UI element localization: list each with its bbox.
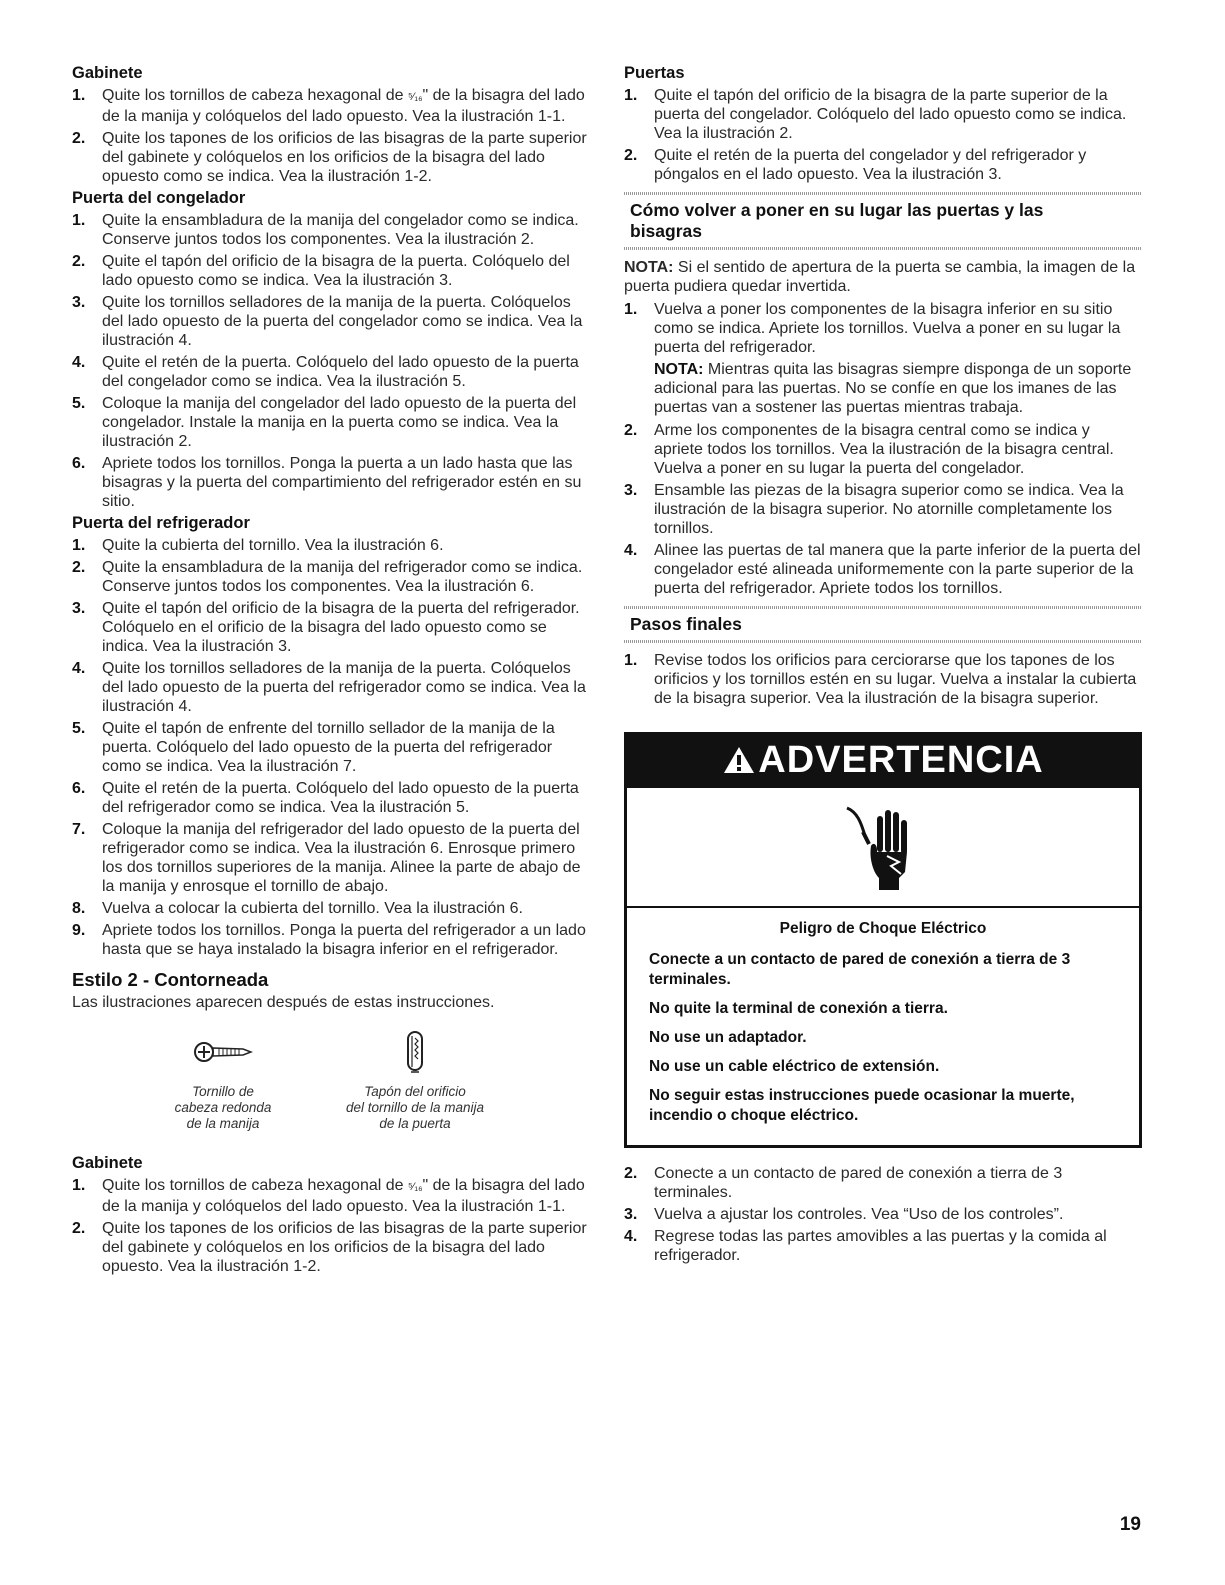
warning-line: No seguir estas instrucciones puede ocasionar la muerte, incendio o choque eléctrico.	[649, 1087, 1075, 1124]
electric-shock-hand-icon	[627, 788, 1139, 908]
heading-puertas: Puertas	[624, 64, 685, 82]
pasos-steps-continued	[624, 1164, 1142, 1265]
heading-puerta-congelador: Puerta del congelador	[72, 189, 246, 207]
list-item: 2. Arme los componentes de la bisagra central como se indica y apriete todos los tornillos. Vea la ilustración de la bisagra central. Vuelva a poner en su lugar la puerta del congelador.	[624, 422, 1114, 477]
heading-gabinete: Gabinete	[72, 64, 143, 82]
list-item: 3. Vuelva a ajustar los controles. Vea “Uso de los controles”.	[624, 1206, 1064, 1223]
warning-body	[627, 908, 1139, 1145]
list-item: 3. Ensamble las piezas de la bisagra superior como se indica. Vea la ilustración de la bisagra superior. No atornille completamente los tornillos.	[624, 482, 1124, 537]
list-item: 1. Revise todos los orificios para cerciorarse que los tapones de los orificios y los tornillos estén en su lugar. Vuelva a instalar la cubierta de la bisagra superior. Vea la ilustración de la bisagra superior.	[624, 652, 1137, 707]
left-column	[72, 64, 588, 1279]
gabinete-steps	[72, 1176, 588, 1276]
list-item: 2. Quite los tapones de los orificios de las bisagras de la parte superior del gabinete y colóquelos en los orificios de la bisagra del lado opuesto. Vea la ilustración 1-2.	[72, 1220, 587, 1275]
warning-line: No quite la terminal de conexión a tierra.	[649, 1000, 948, 1017]
list-item: 2. Quite el tapón del orificio de la bisagra de la puerta. Colóquelo del lado opuesto como se indica. Vea la ilustración 3.	[72, 253, 570, 289]
refrigerador-steps	[72, 536, 588, 959]
volver-steps	[624, 300, 1142, 598]
warning-title: Peligro de Choque Eléctrico	[779, 920, 987, 937]
heading-gabinete: Gabinete	[72, 1154, 143, 1172]
warning-line: Conecte a un contacto de pared de conexión a tierra de 3 terminales.	[649, 951, 1071, 988]
fraction: ⁵⁄₁₆	[407, 91, 423, 103]
list-item: 1. Vuelva a poner los componentes de la bisagra inferior en su sitio como se indica. Apriete los tornillos. Vuelva a poner en su lugar la puerta del refrigerador. NOTA: Mientras quita las bisagras siempre disponga de un soporte adicional para las puertas. No se confíe en que los imanes de las puertas van a sostener las puertas mientras trabaja.	[624, 300, 1142, 417]
list-item: 8. Vuelva a colocar la cubierta del tornillo. Vea la ilustración 6.	[72, 900, 523, 917]
warning-header: ADVERTENCIA	[627, 735, 1139, 788]
section-heading-volver: Cómo volver a poner en su lugar las puertas y las bisagras	[624, 192, 1142, 250]
list-item: 2. Quite la ensambladura de la manija del refrigerador como se indica. Conserve juntos todos los componentes. Vea la ilustración 6.	[72, 559, 583, 595]
congelador-steps	[72, 211, 588, 511]
fraction: ⁵⁄₁₆	[407, 1181, 423, 1193]
warning-line: No use un cable eléctrico de extensión.	[649, 1058, 940, 1075]
part-round-head-screw: Tornillo de cabeza redonda de la manija	[158, 1026, 288, 1132]
list-item: 7. Coloque la manija del refrigerador del lado opuesto de la puerta del refrigerador como se indica. Vea la ilustración 6. Enrosque primero los dos tornillos superiores de la manija. Alinee la parte de abajo de la manija y enrosque el tornillo de abajo.	[72, 821, 581, 895]
list-item: 2. Quite el retén de la puerta del congelador y del refrigerador y póngalos en el lado opuesto. Vea la ilustración 3.	[624, 147, 1087, 183]
part-screw-plug: Tapón del orificio del tornillo de la manija de la puerta	[320, 1026, 510, 1132]
list-item: 1. Quite los tornillos de cabeza hexagonal de ⁵⁄₁₆" de la bisagra del lado de la manija y colóquelos del lado opuesto. Vea la ilustración 1-1.	[72, 1177, 585, 1215]
parts-figure	[72, 1026, 588, 1146]
list-item: 1. Quite el tapón del orificio de la bisagra de la parte superior de la puerta del congelador. Colóquelo del lado opuesto como se indica. Vea la ilustración 2.	[624, 87, 1127, 142]
list-item: 4. Regrese todas las partes amovibles a las puertas y la comida al refrigerador.	[624, 1228, 1107, 1264]
list-item: 3. Quite el tapón del orificio de la bisagra de la puerta del refrigerador. Colóquelo en el orificio de la bisagra del lado opuesto como se indica. Vea la ilustración 3.	[72, 600, 580, 655]
list-item: 6. Quite el retén de la puerta. Colóquelo del lado opuesto de la puerta del refrigerador como se indica. Vea la ilustración 5.	[72, 780, 579, 816]
step-note: NOTA: Mientras quita las bisagras siempre disponga de un soporte adicional para las puertas. No se confíe en que los imanes de las puertas van a sostener las puertas mientras trabaja.	[654, 361, 1132, 416]
round-head-screw-icon	[158, 1026, 288, 1078]
heading-estilo-2: Estilo 2 - Contorneada	[72, 969, 269, 990]
warning-box	[624, 732, 1142, 1148]
right-column	[624, 64, 1142, 1268]
list-item: 1. Quite la cubierta del tornillo. Vea la ilustración 6.	[72, 537, 444, 554]
page-number: 19	[1119, 1514, 1141, 1535]
screw-plug-icon	[320, 1026, 510, 1078]
puertas-steps	[624, 86, 1142, 184]
list-item: 3. Quite los tornillos selladores de la manija de la puerta. Colóquelos del lado opuesto de la puerta del congelador como se indica. Vea la ilustración 4.	[72, 294, 583, 349]
list-item: 2. Quite los tapones de los orificios de las bisagras de la parte superior del gabinete y colóquelos en los orificios de la bisagra del lado opuesto como se indica. Vea la ilustración 1-2.	[72, 130, 587, 185]
list-item: 4. Quite el retén de la puerta. Colóquelo del lado opuesto de la puerta del congelador como se indica. Vea la ilustración 5.	[72, 354, 579, 390]
gabinete-steps	[72, 86, 588, 186]
warning-line: No use un adaptador.	[649, 1029, 807, 1046]
heading-puerta-refrigerador: Puerta del refrigerador	[72, 514, 250, 532]
list-item: 1. Quite la ensambladura de la manija del congelador como se indica. Conserve juntos todos los componentes. Vea la ilustración 2.	[72, 212, 579, 248]
list-item: 5. Coloque la manija del congelador del lado opuesto de la puerta del congelador. Instale la manija en la puerta como se indica. Vea la ilustración 2.	[72, 395, 577, 450]
warning-triangle-icon	[722, 745, 756, 775]
list-item: 1. Quite los tornillos de cabeza hexagonal de ⁵⁄₁₆" de la bisagra del lado de la manija y colóquelos del lado opuesto. Vea la ilustración 1-1.	[72, 87, 585, 125]
list-item: 6. Apriete todos los tornillos. Ponga la puerta a un lado hasta que las bisagras y la puerta del compartimiento del refrigerador estén en su sitio.	[72, 455, 582, 510]
note-paragraph: NOTA: Si el sentido de apertura de la puerta se cambia, la imagen de la puerta pudiera quedar invertida.	[624, 259, 1136, 295]
note-label: NOTA:	[624, 259, 674, 276]
list-item: 5. Quite el tapón de enfrente del tornillo sellador de la manija de la puerta. Colóquelo del lado opuesto de la puerta del refrigerador como se indica. Vea la ilustración 7.	[72, 720, 555, 775]
list-item: 4. Quite los tornillos selladores de la manija de la puerta. Colóquelos del lado opuesto de la puerta del refrigerador como se indica. Vea la ilustración 4.	[72, 660, 586, 715]
section-heading-pasos: Pasos finales	[624, 606, 1142, 643]
pasos-steps	[624, 651, 1142, 708]
list-item: 2. Conecte a un contacto de pared de conexión a tierra de 3 terminales.	[624, 1165, 1063, 1201]
list-item: 9. Apriete todos los tornillos. Ponga la puerta del refrigerador a un lado hasta que se haya instalado la bisagra inferior en el refrigerador.	[72, 922, 586, 958]
list-item: 4. Alinee las puertas de tal manera que la parte inferior de la puerta del congelador esté alineada uniformemente con la parte superior de la puerta del refrigerador. Apriete todos los tornillos.	[624, 542, 1141, 597]
estilo-intro: Las ilustraciones aparecen después de estas instrucciones.	[72, 994, 495, 1011]
